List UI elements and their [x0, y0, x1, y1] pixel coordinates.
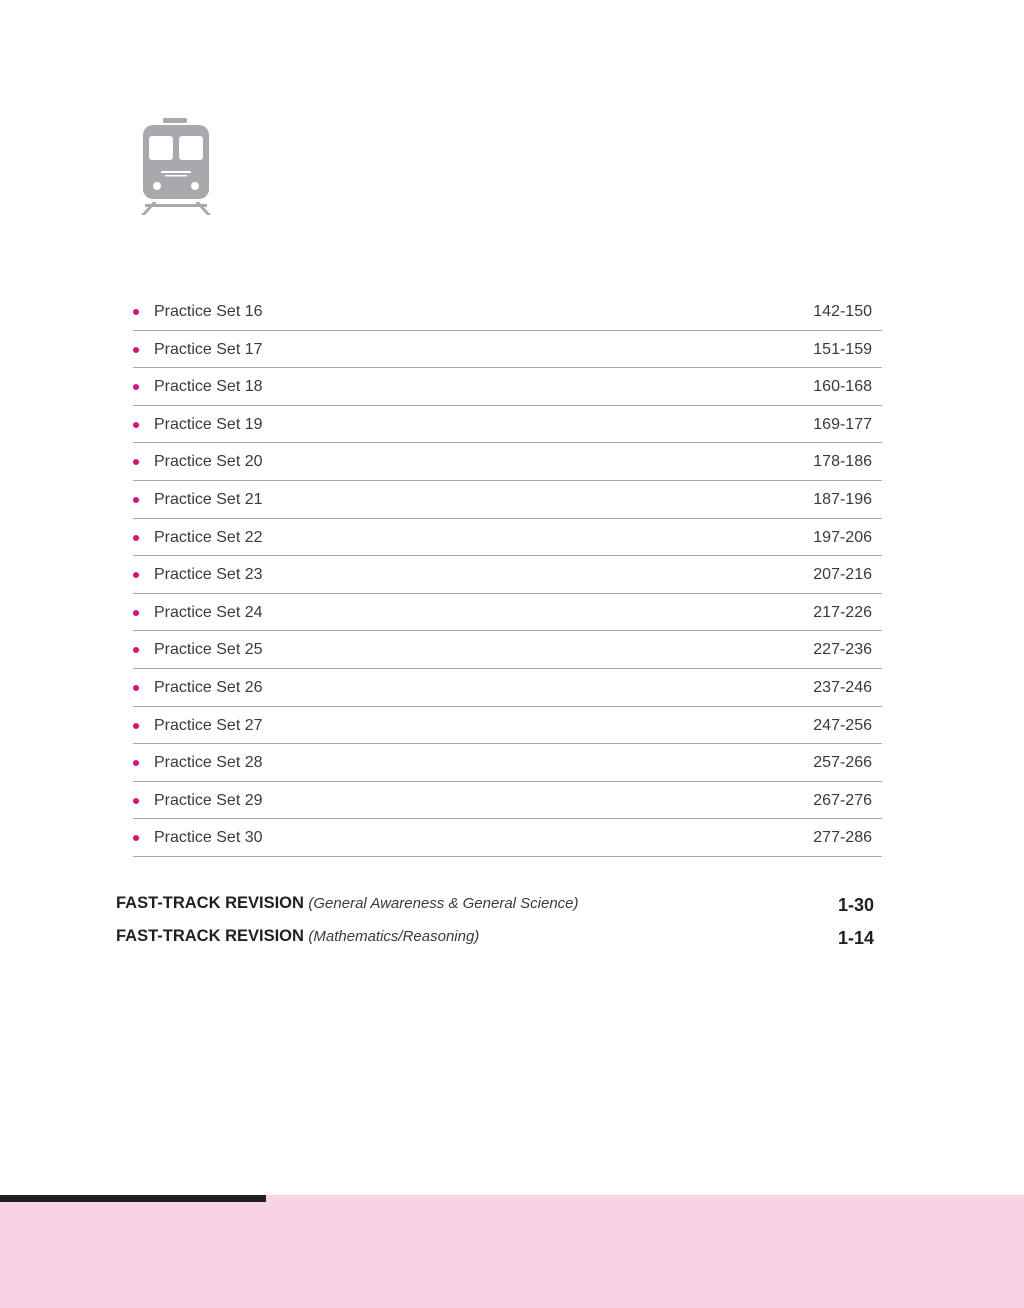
toc-item[interactable] [133, 744, 882, 782]
toc-item[interactable] [133, 631, 882, 669]
footer-band [0, 1195, 1024, 1308]
revision-pages: 1-30 [837, 895, 874, 915]
toc-item-label: Practice Set 29 [154, 791, 263, 809]
toc-item-label: Practice Set 22 [154, 528, 263, 546]
bullet-icon [133, 422, 139, 428]
toc-item-label: Practice Set 28 [154, 754, 263, 772]
toc-item-pages: 187-196 [813, 490, 872, 508]
toc-item[interactable] [133, 368, 882, 406]
toc-item[interactable] [133, 293, 882, 331]
toc-item-label: Practice Set 27 [154, 716, 263, 734]
bullet-icon [133, 760, 139, 766]
toc-item-label: Practice Set 17 [154, 340, 263, 358]
toc-item[interactable] [133, 669, 882, 707]
bullet-icon [133, 309, 139, 315]
toc-item-label: Practice Set 26 [154, 678, 263, 696]
train-icon [139, 116, 213, 216]
toc-item[interactable] [133, 331, 882, 369]
toc-item-pages: 169-177 [813, 415, 872, 433]
bullet-icon [133, 647, 139, 653]
toc-item[interactable] [133, 594, 882, 632]
toc-item-label: Practice Set 18 [154, 378, 263, 396]
toc-item-label: Practice Set 16 [154, 303, 263, 320]
bullet-icon [133, 723, 139, 729]
toc-item-label: Practice Set 24 [154, 603, 263, 621]
bullet-icon [133, 835, 139, 841]
toc-item-pages: 267-276 [813, 791, 872, 809]
toc-item[interactable] [133, 707, 882, 745]
bullet-icon [133, 798, 139, 804]
bullet-icon [133, 535, 139, 541]
toc-item[interactable] [133, 443, 882, 481]
toc-item-pages: 178-186 [813, 453, 872, 471]
toc-item-pages: 237-246 [813, 678, 872, 696]
toc-item-pages: 227-236 [813, 641, 872, 659]
toc-item-label: Practice Set 21 [154, 490, 263, 508]
revision-subtitle: (General Awareness & General Science) [308, 895, 579, 912]
toc-item[interactable] [133, 556, 882, 594]
bullet-icon [133, 610, 139, 616]
toc-item-pages: 257-266 [813, 754, 872, 772]
revision-entry-mathematics[interactable] [116, 927, 874, 951]
toc-item-label: Practice Set 25 [154, 641, 263, 659]
bullet-icon [133, 459, 139, 465]
toc-item-pages: 207-216 [813, 566, 872, 584]
toc-item[interactable] [133, 406, 882, 444]
footer-bar [0, 1195, 266, 1202]
revision-subtitle: (Mathematics/Reasoning) [308, 928, 480, 945]
revision-pages: 1-14 [837, 928, 874, 948]
bullet-icon [133, 685, 139, 691]
toc-item-pages: 160-168 [813, 378, 872, 396]
toc-item[interactable] [133, 819, 882, 857]
bullet-icon [133, 497, 139, 503]
toc-item[interactable] [133, 519, 882, 557]
toc-item-label: Practice Set 20 [154, 453, 263, 471]
revision-entry-general-awareness[interactable] [116, 894, 874, 918]
bullet-icon [133, 384, 139, 390]
toc-item-pages: 217-226 [813, 603, 872, 621]
toc-item[interactable] [133, 782, 882, 820]
toc-item-pages: 277-286 [813, 829, 872, 847]
toc-item-label: Practice Set 19 [154, 415, 263, 433]
toc-item-pages: 142-150 [813, 303, 872, 320]
revision-title: FAST-TRACK REVISION [116, 927, 304, 945]
toc-item[interactable] [133, 481, 882, 519]
contents-list [133, 293, 882, 857]
revision-title: FAST-TRACK REVISION [116, 894, 304, 912]
toc-item-pages: 247-256 [813, 716, 872, 734]
bullet-icon [133, 572, 139, 578]
toc-item-pages: 197-206 [813, 528, 872, 546]
bullet-icon [133, 347, 139, 353]
toc-item-label: Practice Set 30 [154, 829, 263, 847]
toc-item-label: Practice Set 23 [154, 566, 263, 584]
toc-item-pages: 151-159 [813, 340, 872, 358]
